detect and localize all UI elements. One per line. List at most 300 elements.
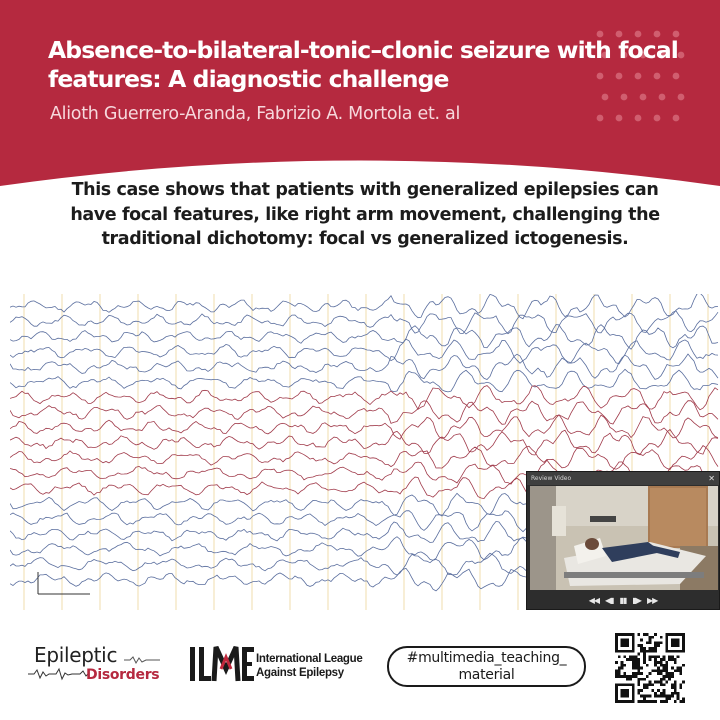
qr-module — [654, 641, 657, 644]
qr-module — [621, 695, 624, 698]
qr-module — [640, 700, 643, 703]
qr-module — [668, 672, 671, 675]
qr-module — [637, 678, 640, 681]
qr-module — [682, 700, 685, 703]
qr-module — [663, 667, 666, 670]
qr-module — [637, 653, 640, 656]
qr-module — [671, 683, 674, 686]
qr-module — [651, 636, 654, 639]
qr-module — [643, 655, 646, 658]
qr-module — [621, 683, 624, 686]
article-authors: Alioth Guerrero-Aranda, Fabrizio A. Mortola et. al — [50, 104, 461, 124]
qr-module — [632, 695, 635, 698]
qr-module — [632, 675, 635, 678]
qr-module — [621, 667, 624, 670]
qr-module — [671, 644, 674, 647]
qr-module — [615, 633, 618, 636]
qr-module — [668, 675, 671, 678]
qr-module — [671, 695, 674, 698]
qr-module — [615, 647, 618, 650]
qr-module — [632, 658, 635, 661]
ilae-name-line1: International League — [256, 653, 363, 665]
qr-module — [651, 689, 654, 692]
qr-module — [651, 700, 654, 703]
qr-module — [671, 650, 674, 653]
qr-module — [657, 669, 660, 672]
qr-module — [660, 700, 663, 703]
qr-module — [671, 633, 674, 636]
qr-module — [674, 639, 677, 642]
qr-module — [637, 658, 640, 661]
qr-module — [640, 672, 643, 675]
qr-module — [632, 700, 635, 703]
decorative-dot — [673, 115, 680, 122]
decorative-dot — [602, 94, 609, 101]
qr-module — [674, 669, 677, 672]
qr-module — [621, 692, 624, 695]
qr-module — [677, 644, 680, 647]
qr-module — [682, 644, 685, 647]
qr-module — [665, 667, 668, 670]
qr-module — [679, 669, 682, 672]
qr-module — [657, 661, 660, 664]
qr-module — [646, 641, 649, 644]
qr-module — [649, 695, 652, 698]
qr-module — [632, 633, 635, 636]
qr-module — [621, 700, 624, 703]
qr-module — [671, 641, 674, 644]
qr-module — [663, 655, 666, 658]
qr-module — [637, 664, 640, 667]
step-back-icon[interactable]: ◀▮ — [605, 596, 614, 605]
qr-module — [637, 683, 640, 686]
qr-module — [649, 683, 652, 686]
qr-module — [640, 647, 643, 650]
journal-name-top: Epileptic — [34, 643, 118, 667]
qr-module — [663, 664, 666, 667]
qr-module — [629, 655, 632, 658]
qr-module — [626, 639, 629, 642]
qr-module — [679, 667, 682, 670]
qr-module — [677, 697, 680, 700]
decorative-dot — [616, 115, 623, 122]
qr-module — [663, 683, 666, 686]
qr-module — [671, 672, 674, 675]
qr-module — [623, 644, 626, 647]
qr-module — [643, 697, 646, 700]
qr-module — [637, 644, 640, 647]
qr-module — [618, 633, 621, 636]
qr-module — [649, 650, 652, 653]
hashtag-line1: #multimedia_teaching_ — [406, 650, 567, 666]
qr-module — [626, 644, 629, 647]
decorative-dot — [597, 115, 604, 122]
qr-module — [646, 700, 649, 703]
qr-module — [623, 633, 626, 636]
qr-module — [674, 689, 677, 692]
qr-module — [657, 655, 660, 658]
pause-icon[interactable]: ▮▮ — [619, 596, 627, 605]
qr-module — [623, 641, 626, 644]
qr-module — [637, 692, 640, 695]
qr-module — [677, 639, 680, 642]
decorative-dot — [659, 94, 666, 101]
qr-module — [621, 633, 624, 636]
qr-module — [621, 644, 624, 647]
qr-module — [621, 650, 624, 653]
qr-module — [615, 695, 618, 698]
qr-module — [660, 695, 663, 698]
qr-module — [643, 661, 646, 664]
qr-module — [621, 689, 624, 692]
qr-module — [682, 650, 685, 653]
qr-module — [635, 675, 638, 678]
qr-module — [665, 695, 668, 698]
qr-module — [643, 653, 646, 656]
qr-module — [629, 633, 632, 636]
qr-module — [660, 636, 663, 639]
qr-module — [674, 692, 677, 695]
qr-module — [668, 633, 671, 636]
qr-module — [615, 692, 618, 695]
qr-module — [677, 650, 680, 653]
qr-module — [618, 655, 621, 658]
qr-module — [657, 641, 660, 644]
qr-code-icon[interactable] — [615, 633, 685, 703]
qr-module — [626, 641, 629, 644]
qr-module — [660, 683, 663, 686]
qr-module — [674, 700, 677, 703]
qr-module — [626, 700, 629, 703]
qr-module — [657, 667, 660, 670]
qr-module — [665, 669, 668, 672]
qr-module — [677, 655, 680, 658]
qr-module — [674, 633, 677, 636]
playback-controls — [527, 592, 719, 609]
qr-module — [674, 650, 677, 653]
qr-module — [646, 664, 649, 667]
qr-module — [637, 700, 640, 703]
step-forward-icon[interactable]: ▮▶ — [632, 596, 641, 605]
qr-module — [618, 700, 621, 703]
qr-module — [632, 697, 635, 700]
qr-module — [640, 667, 643, 670]
qr-module — [674, 686, 677, 689]
qr-module — [637, 667, 640, 670]
qr-module — [679, 633, 682, 636]
qr-module — [682, 633, 685, 636]
qr-module — [621, 675, 624, 678]
qr-module — [626, 633, 629, 636]
qr-module — [665, 697, 668, 700]
qr-module — [660, 664, 663, 667]
qr-module — [640, 689, 643, 692]
qr-module — [682, 697, 685, 700]
qr-module — [623, 692, 626, 695]
qr-module — [621, 641, 624, 644]
qr-module — [668, 658, 671, 661]
hashtag-badge — [387, 646, 586, 687]
qr-module — [654, 650, 657, 653]
qr-module — [671, 667, 674, 670]
qr-module — [679, 700, 682, 703]
qr-module — [615, 686, 618, 689]
qr-module — [663, 675, 666, 678]
qr-module — [632, 636, 635, 639]
qr-module — [623, 689, 626, 692]
qr-module — [665, 641, 668, 644]
qr-module — [621, 661, 624, 664]
qr-module — [665, 700, 668, 703]
qr-module — [649, 641, 652, 644]
qr-module — [671, 686, 674, 689]
qr-module — [646, 650, 649, 653]
qr-module — [618, 669, 621, 672]
qr-module — [615, 683, 618, 686]
hashtag-line2: material — [458, 667, 515, 683]
qr-module — [654, 633, 657, 636]
qr-module — [623, 655, 626, 658]
qr-module — [643, 633, 646, 636]
qr-module — [626, 650, 629, 653]
qr-module — [646, 683, 649, 686]
qr-module — [635, 664, 638, 667]
qr-module — [677, 641, 680, 644]
qr-module — [663, 695, 666, 698]
decorative-dot — [635, 115, 642, 122]
qr-module — [665, 672, 668, 675]
qr-module — [682, 636, 685, 639]
qr-module — [665, 636, 668, 639]
qr-module — [626, 692, 629, 695]
qr-module — [632, 661, 635, 664]
video-player[interactable] — [526, 471, 720, 610]
qr-module — [615, 672, 618, 675]
qr-module — [640, 678, 643, 681]
epileptic-disorders-logo — [28, 643, 168, 691]
qr-module — [677, 633, 680, 636]
qr-module — [654, 664, 657, 667]
qr-module — [679, 683, 682, 686]
rewind-icon[interactable]: ◀◀ — [588, 596, 600, 605]
qr-module — [660, 672, 663, 675]
eeg-wave-logo-icon — [28, 667, 88, 681]
ilae-name-line2: Against Epilepsy — [256, 667, 344, 679]
qr-module — [629, 658, 632, 661]
qr-module — [671, 692, 674, 695]
qr-module — [626, 689, 629, 692]
qr-module — [632, 655, 635, 658]
qr-module — [646, 675, 649, 678]
qr-module — [615, 661, 618, 664]
qr-module — [668, 655, 671, 658]
case-summary: This case shows that patients with generalized epilepsies can have focal features, like right arm movement, challenging the traditional dichotomy: focal vs generalized ictogenesis. — [70, 180, 660, 249]
qr-module — [632, 641, 635, 644]
qr-module — [679, 672, 682, 675]
qr-module — [682, 681, 685, 684]
qr-module — [663, 700, 666, 703]
qr-module — [623, 683, 626, 686]
qr-module — [671, 655, 674, 658]
qr-module — [643, 647, 646, 650]
qr-module — [629, 678, 632, 681]
qr-module — [621, 664, 624, 667]
qr-module — [632, 647, 635, 650]
qr-module — [668, 650, 671, 653]
qr-module — [629, 700, 632, 703]
qr-module — [665, 647, 668, 650]
decorative-dot — [654, 115, 661, 122]
qr-module — [635, 667, 638, 670]
qr-module — [682, 664, 685, 667]
qr-module — [637, 633, 640, 636]
qr-module — [663, 678, 666, 681]
qr-module — [654, 669, 657, 672]
qr-module — [677, 669, 680, 672]
qr-module — [679, 650, 682, 653]
qr-module — [623, 664, 626, 667]
qr-module — [654, 658, 657, 661]
qr-module — [677, 692, 680, 695]
qr-module — [649, 636, 652, 639]
qr-module — [665, 644, 668, 647]
qr-module — [663, 669, 666, 672]
qr-module — [618, 667, 621, 670]
qr-module — [654, 700, 657, 703]
qr-module — [657, 672, 660, 675]
qr-module — [635, 672, 638, 675]
qr-module — [657, 681, 660, 684]
qr-module — [665, 650, 668, 653]
qr-module — [643, 650, 646, 653]
qr-module — [623, 650, 626, 653]
qr-module — [651, 650, 654, 653]
qr-module — [623, 675, 626, 678]
qr-module — [615, 675, 618, 678]
qr-module — [615, 639, 618, 642]
qr-module — [646, 695, 649, 698]
qr-module — [646, 633, 649, 636]
qr-module — [640, 650, 643, 653]
decorative-dot — [640, 94, 647, 101]
qr-module — [637, 669, 640, 672]
qr-module — [677, 667, 680, 670]
qr-module — [637, 672, 640, 675]
eeg-wave-small-icon — [124, 655, 160, 665]
qr-module — [671, 658, 674, 661]
qr-module — [623, 700, 626, 703]
qr-module — [632, 644, 635, 647]
qr-module — [626, 678, 629, 681]
qr-module — [654, 695, 657, 698]
qr-module — [649, 655, 652, 658]
qr-module — [643, 686, 646, 689]
qr-module — [663, 692, 666, 695]
qr-module — [626, 675, 629, 678]
qr-module — [649, 700, 652, 703]
qr-module — [618, 675, 621, 678]
journal-name-bottom: Disorders — [86, 667, 160, 683]
qr-module — [660, 661, 663, 664]
qr-module — [651, 669, 654, 672]
qr-module — [660, 641, 663, 644]
qr-module — [668, 695, 671, 698]
qr-module — [682, 647, 685, 650]
fast-forward-icon[interactable]: ▶▶ — [646, 596, 658, 605]
qr-module — [643, 678, 646, 681]
qr-module — [682, 639, 685, 642]
qr-module — [615, 644, 618, 647]
qr-module — [632, 650, 635, 653]
qr-module — [618, 683, 621, 686]
qr-module — [660, 692, 663, 695]
decorative-dot — [678, 52, 685, 59]
ilae-logo — [188, 643, 378, 691]
qr-module — [629, 650, 632, 653]
qr-module — [665, 639, 668, 642]
qr-module — [674, 681, 677, 684]
qr-module — [643, 700, 646, 703]
article-title: Absence-to-bilateral-tonic–clonic seizure with focal features: A diagnostic challenge — [48, 36, 678, 93]
header-banner — [0, 0, 720, 200]
qr-module — [637, 661, 640, 664]
qr-module — [637, 689, 640, 692]
qr-module — [623, 695, 626, 698]
qr-module — [632, 672, 635, 675]
qr-module — [682, 641, 685, 644]
video-window-title: Review Video — [527, 472, 719, 485]
qr-module — [671, 675, 674, 678]
qr-module — [654, 681, 657, 684]
qr-module — [629, 675, 632, 678]
qr-module — [646, 686, 649, 689]
qr-module — [651, 647, 654, 650]
qr-module — [626, 695, 629, 698]
qr-module — [674, 641, 677, 644]
qr-module — [657, 644, 660, 647]
qr-module — [615, 669, 618, 672]
close-icon[interactable]: ✕ — [708, 474, 715, 483]
qr-module — [632, 664, 635, 667]
qr-module — [677, 695, 680, 698]
qr-module — [623, 639, 626, 642]
patient-video-frame — [530, 486, 718, 590]
qr-module — [668, 697, 671, 700]
qr-module — [632, 639, 635, 642]
qr-module — [665, 633, 668, 636]
qr-module — [663, 658, 666, 661]
qr-module — [657, 689, 660, 692]
qr-module — [668, 678, 671, 681]
qr-module — [635, 658, 638, 661]
qr-module — [674, 644, 677, 647]
ilae-logo-icon — [188, 643, 256, 685]
qr-module — [651, 655, 654, 658]
qr-module — [632, 683, 635, 686]
qr-module — [640, 644, 643, 647]
qr-module — [654, 644, 657, 647]
qr-module — [665, 664, 668, 667]
qr-module — [640, 695, 643, 698]
qr-module — [665, 681, 668, 684]
qr-module — [654, 647, 657, 650]
qr-module — [649, 672, 652, 675]
qr-module — [665, 661, 668, 664]
qr-module — [618, 650, 621, 653]
qr-module — [660, 658, 663, 661]
qr-module — [626, 658, 629, 661]
qr-module — [674, 683, 677, 686]
